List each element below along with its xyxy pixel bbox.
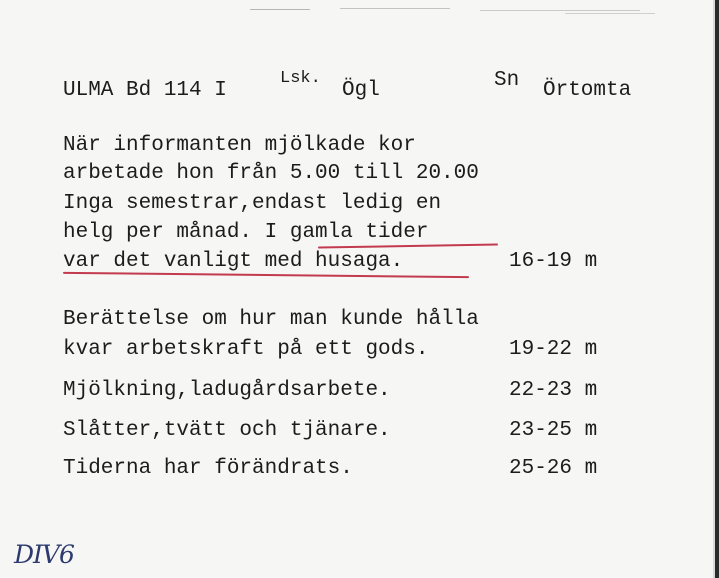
- entry-2-pages: 23-25 m: [509, 419, 598, 442]
- paragraph1-pages: 16-19 m: [509, 250, 598, 273]
- card-speck: [250, 9, 310, 10]
- paragraph2-line-1: Berättelse om hur man kunde hålla: [63, 308, 479, 331]
- entry-1-text: Mjölkning,ladugårdsarbete.: [63, 379, 391, 402]
- handwritten-mark: DIV6: [14, 540, 74, 569]
- paragraph1-line-1: När informanten mjölkade kor: [63, 134, 416, 157]
- paragraph1-line-5: var det vanligt med husaga.: [63, 250, 404, 273]
- parish-label: Sn: [494, 69, 520, 92]
- paragraph2-pages: 19-22 m: [509, 338, 598, 361]
- card-speck: [340, 8, 450, 9]
- red-underline: [318, 243, 498, 248]
- paragraph2-line-2: kvar arbetskraft på ett gods.: [63, 338, 429, 361]
- entry-2-text: Slåtter,tvätt och tjänare.: [63, 419, 391, 442]
- archive-reference: ULMA Bd 114 I: [63, 79, 227, 102]
- parish-name: Örtomta: [543, 79, 632, 102]
- card-speck: [565, 13, 655, 14]
- district-label: Lsk.: [280, 69, 321, 88]
- paragraph1-line-2: arbetade hon från 5.00 till 20.00: [63, 162, 479, 185]
- entry-3-text: Tiderna har förändrats.: [63, 457, 353, 480]
- paragraph1-line-3: Inga semestrar,endast ledig en: [63, 192, 442, 215]
- card-speck: [480, 10, 640, 11]
- paragraph1-line-4: helg per månad. I gamla tider: [63, 221, 429, 244]
- entry-3-pages: 25-26 m: [509, 457, 598, 480]
- province-label: Ögl: [342, 79, 380, 102]
- entry-1-pages: 22-23 m: [509, 379, 598, 402]
